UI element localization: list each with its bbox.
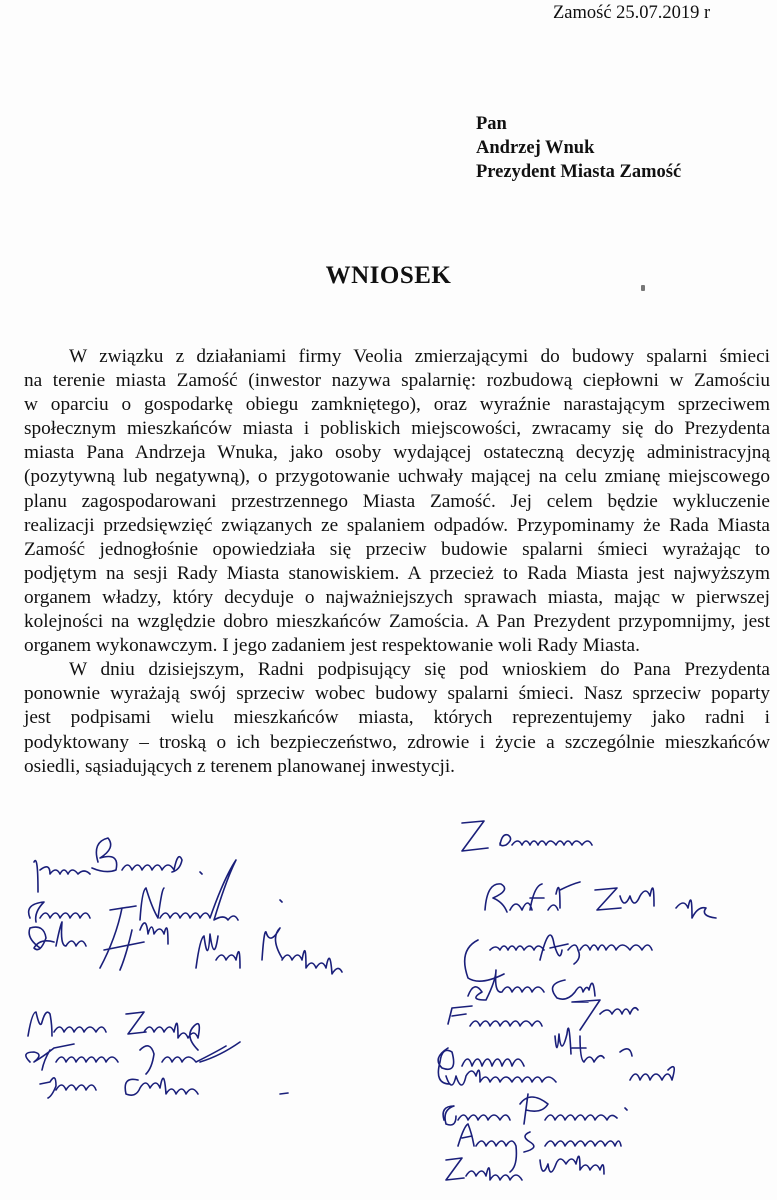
text-line: organem władzy, który decyduje o najważniejszych sprawach miasta, mając w pierwszej	[24, 586, 770, 608]
text-line: społecznym mieszkańców miasta i pobliskich miejscowości, zwracamy się do Prezydenta	[24, 418, 770, 440]
text-line: osiedli, sąsiadujących z terenem planowanej inwestycji.	[24, 755, 456, 777]
text-line: jest podpisami wielu mieszkańców miasta, których reprezentujemy jako radni i	[24, 707, 770, 729]
handwritten-signatures	[0, 800, 777, 1200]
signature-franciszek-josik	[448, 1000, 638, 1030]
text-line: W związku z działaniami firmy Veolia zmierzającymi do budowy spalarni śmieci	[69, 346, 770, 367]
signature-waldemar	[446, 1067, 674, 1085]
text-line: organem wykonawczym. I jego zadaniem jest respektowanie woli Rady Miasta.	[24, 635, 640, 657]
p1-text	[24, 345, 770, 658]
document-title: WNIOSEK	[325, 262, 452, 289]
text-line: planu zagospodarowani przestrzennego Miasta Zamość. Jej celem będzie wykluczenie	[24, 490, 770, 512]
signature-bogumila	[438, 1028, 632, 1084]
signature-janusz-bzymek	[34, 838, 202, 892]
text-line: na terenie miasta Zamość (inwestor nazywa spalarnię: rozbudową ciepłowni w Zamościu	[24, 370, 770, 392]
signatures-area	[0, 800, 777, 1200]
letter-body	[24, 345, 770, 779]
addressee-salutation: Pan	[476, 114, 507, 134]
signature-marek-kudelo	[196, 928, 342, 974]
signature-jolek-hyzel	[29, 906, 168, 970]
paragraph-2	[24, 658, 770, 778]
text-line: podjętym na sesji Rady Miasta stanowiskiem. A przecież to Rada Miasta jest najwyższym	[24, 562, 770, 584]
signature-monika-zwolska	[28, 1012, 199, 1050]
signature-zdzislaw-wojtiuk	[446, 1156, 604, 1180]
signature-grzegorz-podgorski	[443, 1094, 627, 1125]
paragraph-1	[24, 345, 770, 658]
text-line: ponownie wyrażają swój sprzeciw wobec budowy spalarni śmieci. Nasz sprzeciw poparty	[24, 683, 770, 705]
addressee-block	[476, 112, 681, 184]
text-line: kolejności na względzie dobro mieszkańców Zamościa. A Pan Prezydent przypomnijmy, jest	[24, 611, 770, 633]
signature-stanislaw-piech	[26, 1042, 240, 1074]
addressee-name: Andrzej Wnuk	[476, 138, 595, 158]
addressee-title: Prezydent Miasta Zamość	[476, 162, 682, 182]
date-line: Zamość 25.07.2019 r	[553, 3, 711, 23]
signature-rafal-zwolak	[485, 882, 716, 918]
closing-signature	[462, 821, 592, 851]
text-line: w oparciu o gospodarkę obiegu zamkniętego), oraz wyraźnie narastającym sprzeciwem	[24, 394, 770, 416]
text-line: miasta Pana Andrzeja Wnuka, jako osoby wydającej ostateczną decyzję administracyjną	[24, 442, 770, 464]
signature-miroslaw-nowakowski	[29, 860, 282, 922]
text-line: W dniu dzisiejszym, Radni podpisujący się pod wnioskiem do Pana Prezydenta	[69, 659, 770, 681]
text-line: (pozytywną lub negatywną), o przygotowanie uchwały mającej na celu zmianę miejscowego	[24, 466, 770, 488]
signature-agnieszka	[465, 935, 652, 981]
text-line: podyktowany – troską o ich bezpieczeństwo, zdrowie i życie a szczególnie mieszkańców	[24, 731, 770, 753]
scan-speck	[641, 285, 645, 291]
p2-text	[24, 658, 770, 778]
signature-slawomir-czuk	[468, 970, 595, 1000]
text-line: realizacji przedsięwzięć związanych ze spalaniem odpadów. Przypominamy że Rada Miasta	[24, 514, 770, 536]
signature-iwona-godnicz	[40, 1078, 288, 1098]
text-line: Zamość jednogłośnie opowiedziała się przeciw budowie spalarni śmieci wyrażając to	[24, 538, 770, 560]
